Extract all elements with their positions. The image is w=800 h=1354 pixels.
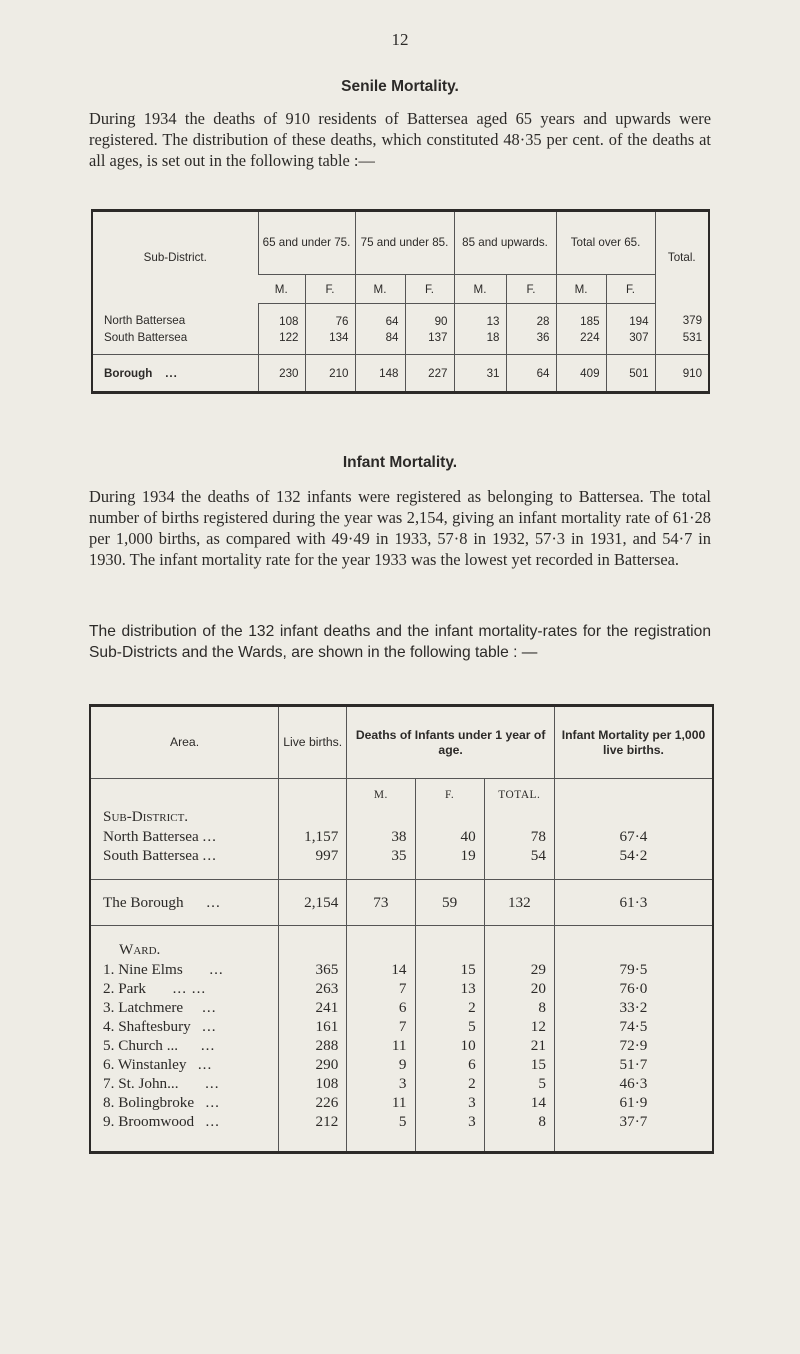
- empty-cell: [415, 1131, 484, 1153]
- column-header-area: Area.: [90, 706, 279, 779]
- cell: 161: [279, 1017, 347, 1036]
- column-header-female: F.: [405, 275, 454, 304]
- cell: 185: [556, 304, 606, 330]
- cell: 210: [305, 355, 355, 393]
- table-row: [90, 1055, 713, 1074]
- area-name: 8. Bolingbroke: [103, 1093, 195, 1111]
- empty-cell: [554, 779, 713, 808]
- leader-dots: ...: [165, 366, 178, 380]
- area-name: South Battersea: [103, 846, 199, 864]
- empty-cell: [90, 865, 279, 880]
- cell: 6: [347, 998, 415, 1017]
- cell: 3: [415, 1093, 484, 1112]
- spacer-row: [90, 1131, 713, 1153]
- cell: 28: [506, 304, 556, 330]
- area-name: North Battersea: [103, 827, 199, 845]
- cell: 230: [258, 355, 305, 393]
- borough-label: Borough: [104, 366, 153, 380]
- empty-cell: [279, 926, 347, 961]
- cell: 8: [484, 1112, 554, 1131]
- cell: 5: [415, 1017, 484, 1036]
- column-header-male: M.: [258, 275, 305, 304]
- cell: 29: [484, 960, 554, 979]
- area-name: 4. Shaftesbury: [103, 1017, 191, 1035]
- empty-cell: [415, 865, 484, 880]
- row-label: [90, 846, 279, 865]
- row-label: [90, 880, 279, 926]
- cell: 241: [279, 998, 347, 1017]
- cell: 38: [347, 827, 415, 846]
- area-name: 6. Winstanley: [103, 1055, 187, 1073]
- leader-dots: ...: [205, 1112, 220, 1130]
- cell: 15: [415, 960, 484, 979]
- table-header-row: [90, 706, 713, 779]
- cell: 54: [484, 846, 554, 865]
- table-total-row: [92, 355, 709, 393]
- row-label: [90, 1093, 279, 1112]
- leader-dots: ...: [202, 1017, 217, 1035]
- empty-cell: [90, 1131, 279, 1153]
- cell: 13: [415, 979, 484, 998]
- empty-cell: [279, 865, 347, 880]
- empty-cell: [90, 779, 279, 808]
- table-row: [90, 1036, 713, 1055]
- cell: 224: [556, 329, 606, 355]
- table-header-row: [92, 211, 709, 275]
- column-header-group: 75 and under 85.: [355, 211, 454, 275]
- area-name: 2. Park: [103, 979, 147, 997]
- cell: 78: [484, 827, 554, 846]
- section-heading-row: [90, 807, 713, 827]
- row-label: North Battersea: [104, 314, 186, 328]
- table-row: [90, 1112, 713, 1131]
- row-label: [90, 979, 279, 998]
- cell: 8: [484, 998, 554, 1017]
- column-header-live-births: Live births.: [279, 706, 347, 779]
- leader-dots: ...: [206, 893, 221, 911]
- row-label: [90, 1074, 279, 1093]
- empty-cell: [347, 926, 415, 961]
- empty-cell: [484, 926, 554, 961]
- area-name: 7. St. John...: [103, 1074, 179, 1092]
- table-row: [92, 329, 709, 355]
- cell: 59: [415, 880, 484, 926]
- cell: 36: [506, 329, 556, 355]
- table-row: [90, 846, 713, 865]
- cell: 18: [454, 329, 506, 355]
- table-row: [90, 998, 713, 1017]
- cell: 2: [415, 998, 484, 1017]
- empty-cell: [279, 1131, 347, 1153]
- cell: 73: [347, 880, 415, 926]
- cell: 5: [484, 1074, 554, 1093]
- infant-mortality-table: [89, 704, 714, 1154]
- row-label: [90, 1017, 279, 1036]
- cell: 14: [347, 960, 415, 979]
- cell: 3: [415, 1112, 484, 1131]
- cell: 501: [606, 355, 655, 393]
- cell: 19: [415, 846, 484, 865]
- cell: 288: [279, 1036, 347, 1055]
- cell: 14: [484, 1093, 554, 1112]
- cell: 33·2: [554, 998, 713, 1017]
- cell: 194: [606, 304, 655, 330]
- column-header-sub-district: Sub-District.: [143, 250, 207, 264]
- cell: 7: [347, 1017, 415, 1036]
- column-header-rate: Infant Mortality per 1,000 live births.: [554, 706, 713, 779]
- area-name: 9. Broomwood: [103, 1112, 195, 1130]
- leader-dots: ...: [197, 1055, 213, 1073]
- cell: 6: [415, 1055, 484, 1074]
- cell: 35: [347, 846, 415, 865]
- cell: 134: [305, 329, 355, 355]
- empty-cell: [415, 807, 484, 827]
- row-label: South Battersea: [104, 330, 188, 344]
- cell: 64: [355, 304, 405, 330]
- column-header-female: F.: [506, 275, 556, 304]
- cell: 40: [415, 827, 484, 846]
- cell: 290: [279, 1055, 347, 1074]
- cell: 74·5: [554, 1017, 713, 1036]
- cell: 2: [415, 1074, 484, 1093]
- row-label: [90, 998, 279, 1017]
- cell: 12: [484, 1017, 554, 1036]
- cell: 9: [347, 1055, 415, 1074]
- spacer-row: [90, 865, 713, 880]
- column-header-female: F.: [305, 275, 355, 304]
- empty-cell: [484, 865, 554, 880]
- section-heading-ward: Ward.: [90, 926, 279, 961]
- cell: 122: [258, 329, 305, 355]
- cell: 20: [484, 979, 554, 998]
- cell: 108: [258, 304, 305, 330]
- cell: 21: [484, 1036, 554, 1055]
- section-heading-row: [90, 926, 713, 961]
- column-header-male: M.: [355, 275, 405, 304]
- cell: 11: [347, 1093, 415, 1112]
- area-name: 1. Nine Elms: [103, 960, 183, 978]
- cell: 3: [347, 1074, 415, 1093]
- column-header-deaths: Deaths of Infants under 1 year of age.: [347, 706, 555, 779]
- cell: 307: [606, 329, 655, 355]
- table-row: [90, 827, 713, 846]
- leader-dots: ...: [205, 1093, 220, 1111]
- section-heading-sub-district: Sub-District.: [103, 808, 189, 825]
- cell: 409: [556, 355, 606, 393]
- empty-cell: [554, 1131, 713, 1153]
- empty-cell: [347, 865, 415, 880]
- cell: 7: [347, 979, 415, 998]
- cell: 13: [454, 304, 506, 330]
- cell: 108: [279, 1074, 347, 1093]
- cell: 15: [484, 1055, 554, 1074]
- empty-cell: [415, 926, 484, 961]
- cell: 54·2: [554, 846, 713, 865]
- empty-cell: [484, 1131, 554, 1153]
- senile-mortality-heading: Senile Mortality.: [341, 78, 459, 95]
- column-header-total: Total.: [655, 211, 709, 304]
- cell: 64: [506, 355, 556, 393]
- row-label: [92, 355, 258, 393]
- cell: 1,157: [279, 827, 347, 846]
- row-label: [90, 960, 279, 979]
- area-name: 3. Latchmere: [103, 998, 184, 1016]
- empty-cell: [347, 1131, 415, 1153]
- column-header-total: TOTAL.: [484, 779, 554, 808]
- cell: 31: [454, 355, 506, 393]
- cell: 379: [655, 304, 709, 330]
- column-header-group: Total over 65.: [556, 211, 655, 275]
- cell: 910: [655, 355, 709, 393]
- column-header-group: 65 and under 75.: [258, 211, 355, 275]
- cell: 137: [405, 329, 454, 355]
- area-name: The Borough: [103, 893, 184, 911]
- table-row: [90, 1093, 713, 1112]
- empty-cell: [554, 926, 713, 961]
- cell: 84: [355, 329, 405, 355]
- cell: 76·0: [554, 979, 713, 998]
- cell: 46·3: [554, 1074, 713, 1093]
- cell: 51·7: [554, 1055, 713, 1074]
- infant-mortality-heading: Infant Mortality.: [342, 454, 458, 471]
- empty-cell: [279, 779, 347, 808]
- leader-dots: ...: [200, 1036, 216, 1054]
- senile-mortality-paragraph: During 1934 the deaths of 910 residents of Battersea aged 65 years and upwards were registered. The distribution of these deaths, which constituted 48·35 per cent. of the deaths at all ages, is set out in the following table :—: [89, 109, 711, 170]
- cell: 227: [405, 355, 454, 393]
- empty-cell: [554, 865, 713, 880]
- area-name: 5. Church ...: [103, 1036, 179, 1054]
- column-header-male: M.: [454, 275, 506, 304]
- empty-cell: [484, 807, 554, 827]
- row-label: [90, 1112, 279, 1131]
- leader-dots: ...: [202, 846, 217, 864]
- cell: 90: [405, 304, 454, 330]
- leader-dots: ...: [205, 1074, 220, 1092]
- table-row: [90, 979, 713, 998]
- cell: 132: [484, 880, 554, 926]
- cell: 263: [279, 979, 347, 998]
- empty-cell: [347, 807, 415, 827]
- column-header-female: F.: [415, 779, 484, 808]
- cell: 226: [279, 1093, 347, 1112]
- table-row: [90, 1074, 713, 1093]
- table-row: [90, 1017, 713, 1036]
- leader-dots: ...: [209, 960, 224, 978]
- column-header-female: F.: [606, 275, 655, 304]
- cell: 2,154: [279, 880, 347, 926]
- column-header-male: M.: [347, 779, 415, 808]
- cell: 72·9: [554, 1036, 713, 1055]
- page-number: 12: [391, 30, 409, 49]
- leader-dots: ...: [202, 998, 217, 1016]
- table-row: [90, 960, 713, 979]
- row-label: [90, 1036, 279, 1055]
- cell: 67·4: [554, 827, 713, 846]
- senile-mortality-table: [91, 209, 710, 394]
- infant-distribution-paragraph: The distribution of the 132 infant deaths and the infant mortality-rates for the registration Sub-Districts and the Wards, are shown in the following table : —: [89, 623, 711, 661]
- borough-row: [90, 880, 713, 926]
- cell: 365: [279, 960, 347, 979]
- column-header-group: 85 and upwards.: [454, 211, 556, 275]
- empty-cell: [279, 807, 347, 827]
- row-label: [90, 1055, 279, 1074]
- cell: 531: [655, 329, 709, 355]
- cell: 79·5: [554, 960, 713, 979]
- infant-mortality-paragraph: During 1934 the deaths of 132 infants were registered as belonging to Battersea. The total number of births registered during the year was 2,154, giving an infant mortality rate of 61·28 per 1,000 births, as compared with 49·49 in 1933, 57·8 in 1932, 57·3 in 1931, and 54·7 in 1930. The infant mortality rate for the year 1933 was the lowest yet recorded in Battersea.: [89, 487, 711, 569]
- table-row: [92, 304, 709, 330]
- cell: 212: [279, 1112, 347, 1131]
- leader-dots: ...: [202, 827, 217, 845]
- empty-cell: [554, 807, 713, 827]
- cell: 61·3: [554, 880, 713, 926]
- leader-dots: ... ...: [172, 979, 207, 997]
- column-header-male: M.: [556, 275, 606, 304]
- cell: 11: [347, 1036, 415, 1055]
- table-subheader-row: [90, 779, 713, 808]
- cell: 61·9: [554, 1093, 713, 1112]
- cell: 76: [305, 304, 355, 330]
- cell: 148: [355, 355, 405, 393]
- cell: 37·7: [554, 1112, 713, 1131]
- row-label: [90, 827, 279, 846]
- cell: 10: [415, 1036, 484, 1055]
- cell: 997: [279, 846, 347, 865]
- cell: 5: [347, 1112, 415, 1131]
